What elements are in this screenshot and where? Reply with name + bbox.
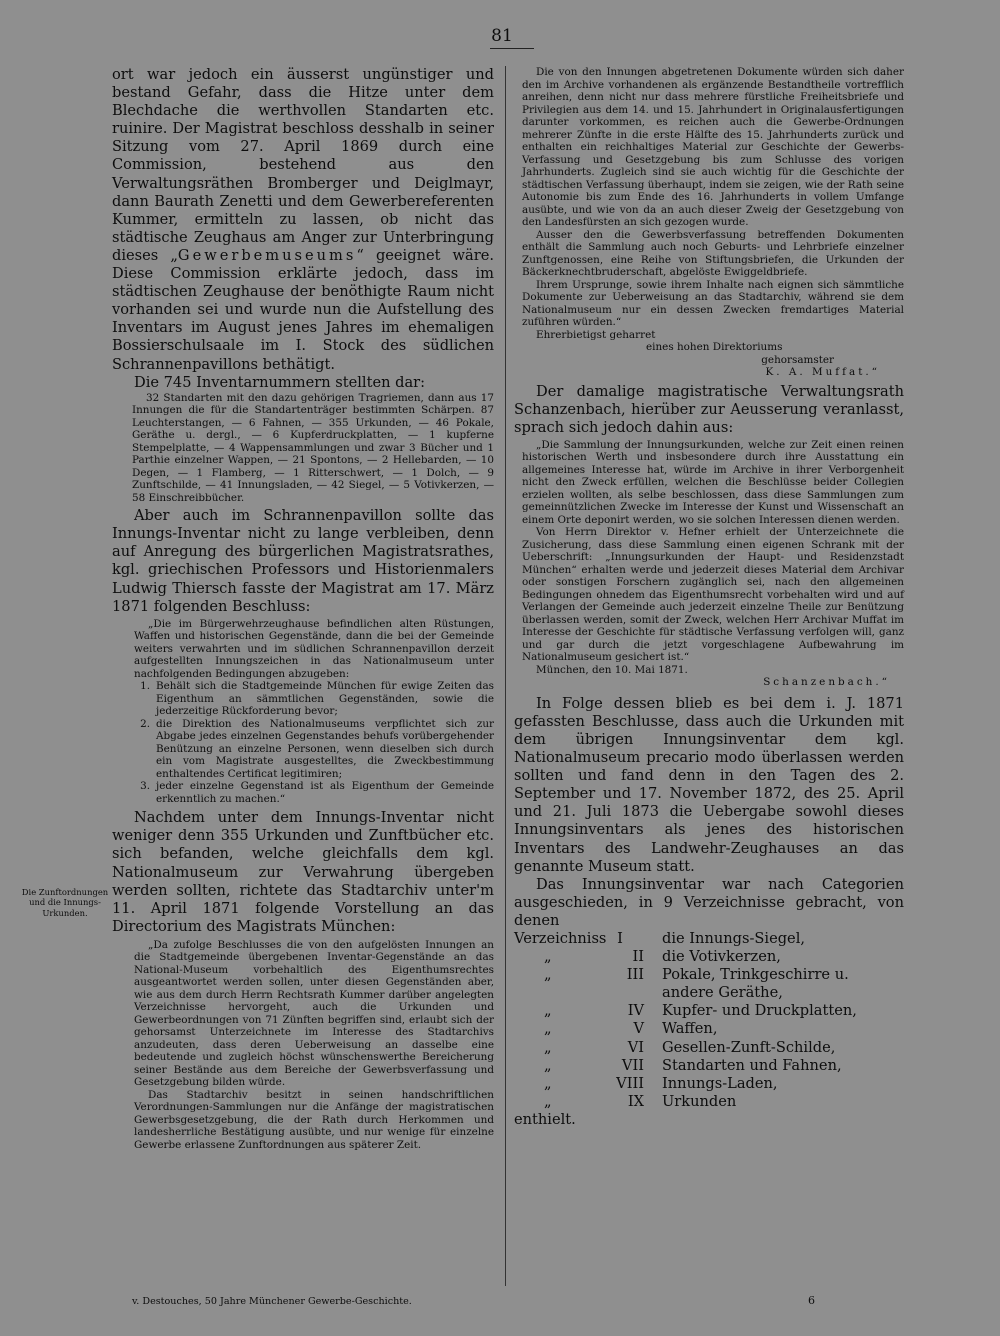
register-row: Verzeichniss I die Innungs-Siegel,: [514, 930, 805, 947]
quote-paragraph: Von Herrn Direktor v. Hefner erhielt der Unterzeichnete die Zusicherung, dass diese Sammlung einen eigenen Schrank mit der Ueberschrift: „Innungsurkunden der Haupt- und Residenzstadt München“ erhalten werde und jederzeit dieses Material dem Archivar oder sonstigen Forschern zugänglich sei, nach den allgemeinen Bedingungen ohnedem das Eigenthumsrecht vorbehalten wird und auf Verlangen der Gemeinde auch jederzeit einzelne Theile zur Benützung überlassen werden, somit der Zweck, welchen Herr Archivar Muffat im Interesse der Geschichte für städtische Verfassung verfolgen will, ganz und gar durch die jetzt vorgeschlagene Aufbewahrung im Nationalmuseum gesichert ist.“: [522, 526, 904, 664]
register-row: „ VII Standarten und Fahnen,: [544, 1056, 842, 1074]
letter-paragraph: „Da zufolge Beschlusses die von den aufgelösten Innungen an die Stadtgemeinde übergebenen Inventar-Gegenstände an das National-Museum vorbehaltlich des Eigenthumsrechtes ausgeantwortet werden sollen, unter diesen Gegenständen aber, wie aus dem durch Herrn Rechtsrath Kummer darüber angelegten Verzeichnisse hervorgeht, auch die Urkunden und Gewerbeordnungen von 71 Zünften begriffen sind, erlaubt sich der gehorsamst Unterzeichnete im Interesse des Stadtarchivs anzudeuten, dass deren Ueberweisung an dasselbe eine bedeutende und zugleich höchst wünschenswerthe Bereicherung seiner Bestände aus dem Bereiche der Gewerbsverfassung und Gesetzgebung bilden würde.: [134, 938, 494, 1089]
margin-note: Die Zunftordnungen und die Innungs-Urkunden.: [21, 887, 109, 918]
condition-item: 2. die Direktion des Nationalmuseums verpflichtet sich zur Abgabe jedes einzelnen Gegenstandes behufs vorübergehender Benützung an einzelne Personen, wenn dieselben sich durch ein vom Magistrate ausgestelltes, die Zweckbestimmung enthaltendes Certificat legitimiren;: [140, 717, 494, 780]
left-column: [112, 66, 494, 1151]
register-row: „ II die Votivkerzen,: [544, 948, 781, 966]
archive-letter: [112, 939, 494, 1152]
paragraph-thiersch: Aber auch im Schrannenpavillon sollte das Innungs-Inventar nicht zu lange verbleiben, denn auf Anregung des bürgerlichen Magistratsrathes, kgl. griechischen Professors und Historienmalers Ludwig Thiersch fasste der Magistrat am 17. März 1871 folgenden Beschluss:: [112, 507, 494, 615]
letter-closing: gehorsamster: [761, 353, 834, 366]
letter-paragraph: Ihrem Ursprunge, sowie ihrem Inhalte nach eignen sich sämmtliche Dokumente zur Ueberweisung an das Stadtarchiv, während sie dem Nationalmuseum nur ein dessen Zwecken fremdartiges Material zuführen würden.“: [522, 278, 904, 328]
letter-paragraph: Das Stadtarchiv besitzt in seinen handschriftlichen Verordnungen-Sammlungen nur die Anfänge der magistratischen Gewerbsgesetzgebung, die der Rath durch Herkommen und landesherrliche Bestätigung ausübte, und nur wenige für einzelne Gewerbe erlassene Zunftordnungen aus späterer Zeit.: [134, 1088, 494, 1151]
archive-letter-continued: [514, 66, 904, 379]
paragraph-uebergabe: In Folge dessen blieb es bei dem i. J. 1871 gefassten Beschlusse, dass auch die Urkunden mit dem übrigen Innungsinventar dem kgl. Nationalmuseum precario modo überlassen werden sollten und fand denn in den Tagen des 2. September und 17. November 1872, des 25. April und 21. Juli 1873 die Uebergabe sowohl dieses Innungsinventars als jenes des historischen Inventars des Landwehr-Zeughauses an das genannte Museum statt.: [514, 694, 904, 875]
conditions-list: [134, 680, 494, 805]
quote-date: München, den 10. Mai 1871.: [536, 663, 688, 676]
letter-paragraph: Ausser den die Gewerbsverfassung betreffenden Dokumenten enthält die Sammlung auch noch Geburts- und Lehrbriefe einzelner Zunftgenossen, eine Reihe von Stiftungsbriefen, die Urkunden der Bäckerknechtbruderschaft, abgelöste Ewiggeldbriefe.: [522, 228, 904, 278]
paragraph-schanzenbach: Der damalige magistratische Verwaltungsrath Schanzenbach, hierüber zur Aeusserung veranlasst, sprach sich jedoch dahin aus:: [514, 382, 904, 436]
resolution-intro: „Die im Bürgerwehrzeughause befindlichen alten Rüstungen, Waffen und historischen Gegenstände, dann die bei der Gemeinde weiters verwahrten und im südlichen Schrannenpavillon derzeit aufgestellten Innungszeichen in das Nationalmuseum unter nachfolgenden Bedingungen abzugeben:: [134, 617, 494, 680]
letter-closing: Ehrerbietigst geharret: [536, 328, 656, 341]
paragraph-commission: ort war jedoch ein äusserst ungünstiger und bestand Gefahr, dass die Hitze unter dem Blechdache die werthvollen Standarten etc. ruinire. Der Magistrat beschloss desshalb in seiner Sitzung vom 27. April 1869 durch eine Commission, bestehend aus den Verwaltungsräthen Bromberger und Deiglmayr, dann Baurath Zenetti und dem Gewerbereferenten Kummer, ermitteln zu lassen, ob nicht das städtische Zeughaus am Anger zur Unterbringung dieses „Gewerbemuseums“ geeignet wäre. Diese Commission erklärte jedoch, dass im städtischen Zeughause der benöthigte Raum nicht vorhanden sei und wurde nun die Aufstellung des Inventars im August jenes Jahres im ehemaligen Bossierschulsaale im I. Stock des südlichen Schrannenpavillons bethätigt.: [112, 66, 494, 373]
resolution-quote: [112, 618, 494, 806]
quote-signature: Schanzenbach.“: [763, 676, 890, 689]
closing-word: enthielt.: [514, 1110, 576, 1128]
register-row: „ VI Gesellen-Zunft-Schilde,: [544, 1038, 836, 1056]
register-row: „ IV Kupfer- und Druckplatten,: [544, 1002, 857, 1020]
letter-closing: eines hohen Direktoriums: [646, 341, 783, 353]
quote-paragraph: „Die Sammlung der Innungsurkunden, welche zur Zeit einen reinen historischen Werth und insbesondere durch ihre Ausstattung ein allgemeines Interesse hat, würde im Archive in ihrer Verborgenheit nicht den Zweck erfüllen, welchen die Beschlüsse beider Collegien erzielen wollten, als selbe beschlossen, dass diese Sammlungen zum gemeinnützlichen Zwecke im Interesse der Kunst und Wissenschaft an einem Orte deponirt werden, wo sie solchen Interessen dienen werden.: [522, 438, 904, 526]
header-rule: [490, 48, 534, 49]
paragraph-categories: Das Innungsinventar war nach Categorien ausgeschieden, in 9 Verzeichnisse gebracht, von denen: [514, 875, 904, 929]
signature-mark: 6: [808, 1294, 815, 1307]
condition-item: 3. jeder einzelne Gegenstand ist als Eigenthum der Gemeinde erkenntlich zu machen.“: [140, 780, 494, 805]
register-row: „ III Pokale, Trinkgeschirre u. andere Geräthe,: [544, 966, 849, 1002]
page-number: 81: [491, 26, 513, 46]
inventory-list: 32 Standarten mit den dazu gehörigen Tragriemen, dann aus 17 Innungen die für die Standartenträger bestimmten Schärpen. 87 Leuchterstangen, — 6 Fahnen, — 355 Urkunden, — 46 Pokale, Geräthe u. dergl., — 6 Kupferdruckplatten, — 1 kupferne Stempelplatte, — 4 Wappensammlungen und zwar 3 Bücher und 1 Parthie einzelner Wappen, — 21 Spontons, — 2 Hellebarden, — 10 Degen, — 1 Flamberg, — 1 Ritterschwert, — 1 Dolch, — 9 Zunftschilde, — 41 Innungsladen, — 42 Siegel, — 5 Votivkerzen, — 58 Einschreibbücher.: [132, 391, 494, 504]
paragraph-inventory-intro: Die 745 Inventarnummern stellten dar:: [134, 373, 426, 391]
register-table: [514, 930, 904, 1111]
register-row: „ V Waffen,: [544, 1020, 718, 1038]
column-divider: [505, 66, 506, 1286]
letter-paragraph: Die von den Innungen abgetretenen Dokumente würden sich daher den im Archive vorhandenen als ergänzende Bestandtheile vortrefflich anreihen, denn nicht nur dass mehrere fürstliche Freiheitsbriefe und Privilegien aus dem 14. und 15. Jahrhundert in Originalausfertigungen darunter vorkommen, es reichen auch die Gewerbe-Ordnungen mehrerer Zünfte in die erste Hälfte des 15. Jahrhunderts zurück und enthalten ein reichhaltiges Material zur Geschichte der Gewerbs-Verfassung und Gesetzgebung bis zum Schlusse des vorigen Jahrhunderts. Zugleich sind sie auch wichtig für die Geschichte der städtischen Verfassung überhaupt, indem sie zeigen, wie der Rath seine Autonomie bis zum Ende des 16. Jahrhunderts in vollem Umfange ausübte, und wie von da an auch dieser Zweig der Gesetzgebung von den Landesfürsten an sich gezogen wurde.: [522, 66, 904, 228]
condition-item: 1. Behält sich die Stadtgemeinde München für ewige Zeiten das Eigenthum an sämmtlichen Gegenständen, sowie die jederzeitige Rückforderung bevor;: [140, 680, 494, 718]
register-row: „ IX Urkunden: [544, 1092, 737, 1110]
right-column: [514, 66, 904, 1129]
schanzenbach-quote: [514, 439, 904, 689]
letter-signature: K. A. Muffat.“: [765, 366, 880, 378]
paragraph-urkunden: Nachdem unter dem Innungs-Inventar nicht weniger denn 355 Urkunden und Zunftbücher etc. sich befanden, welche gleichfalls dem kgl. Nationalmuseum zur Verwahrung übergeben werden sollten, richtete das Stadtarchiv unter'm 11. April 1871 folgende Vorstellung an das Directorium des Magistrats München:: [112, 809, 494, 935]
register-row: „ VIII Innungs-Laden,: [544, 1074, 778, 1092]
footnote: v. Destouches, 50 Jahre Münchener Gewerbe-Geschichte.: [132, 1296, 412, 1307]
